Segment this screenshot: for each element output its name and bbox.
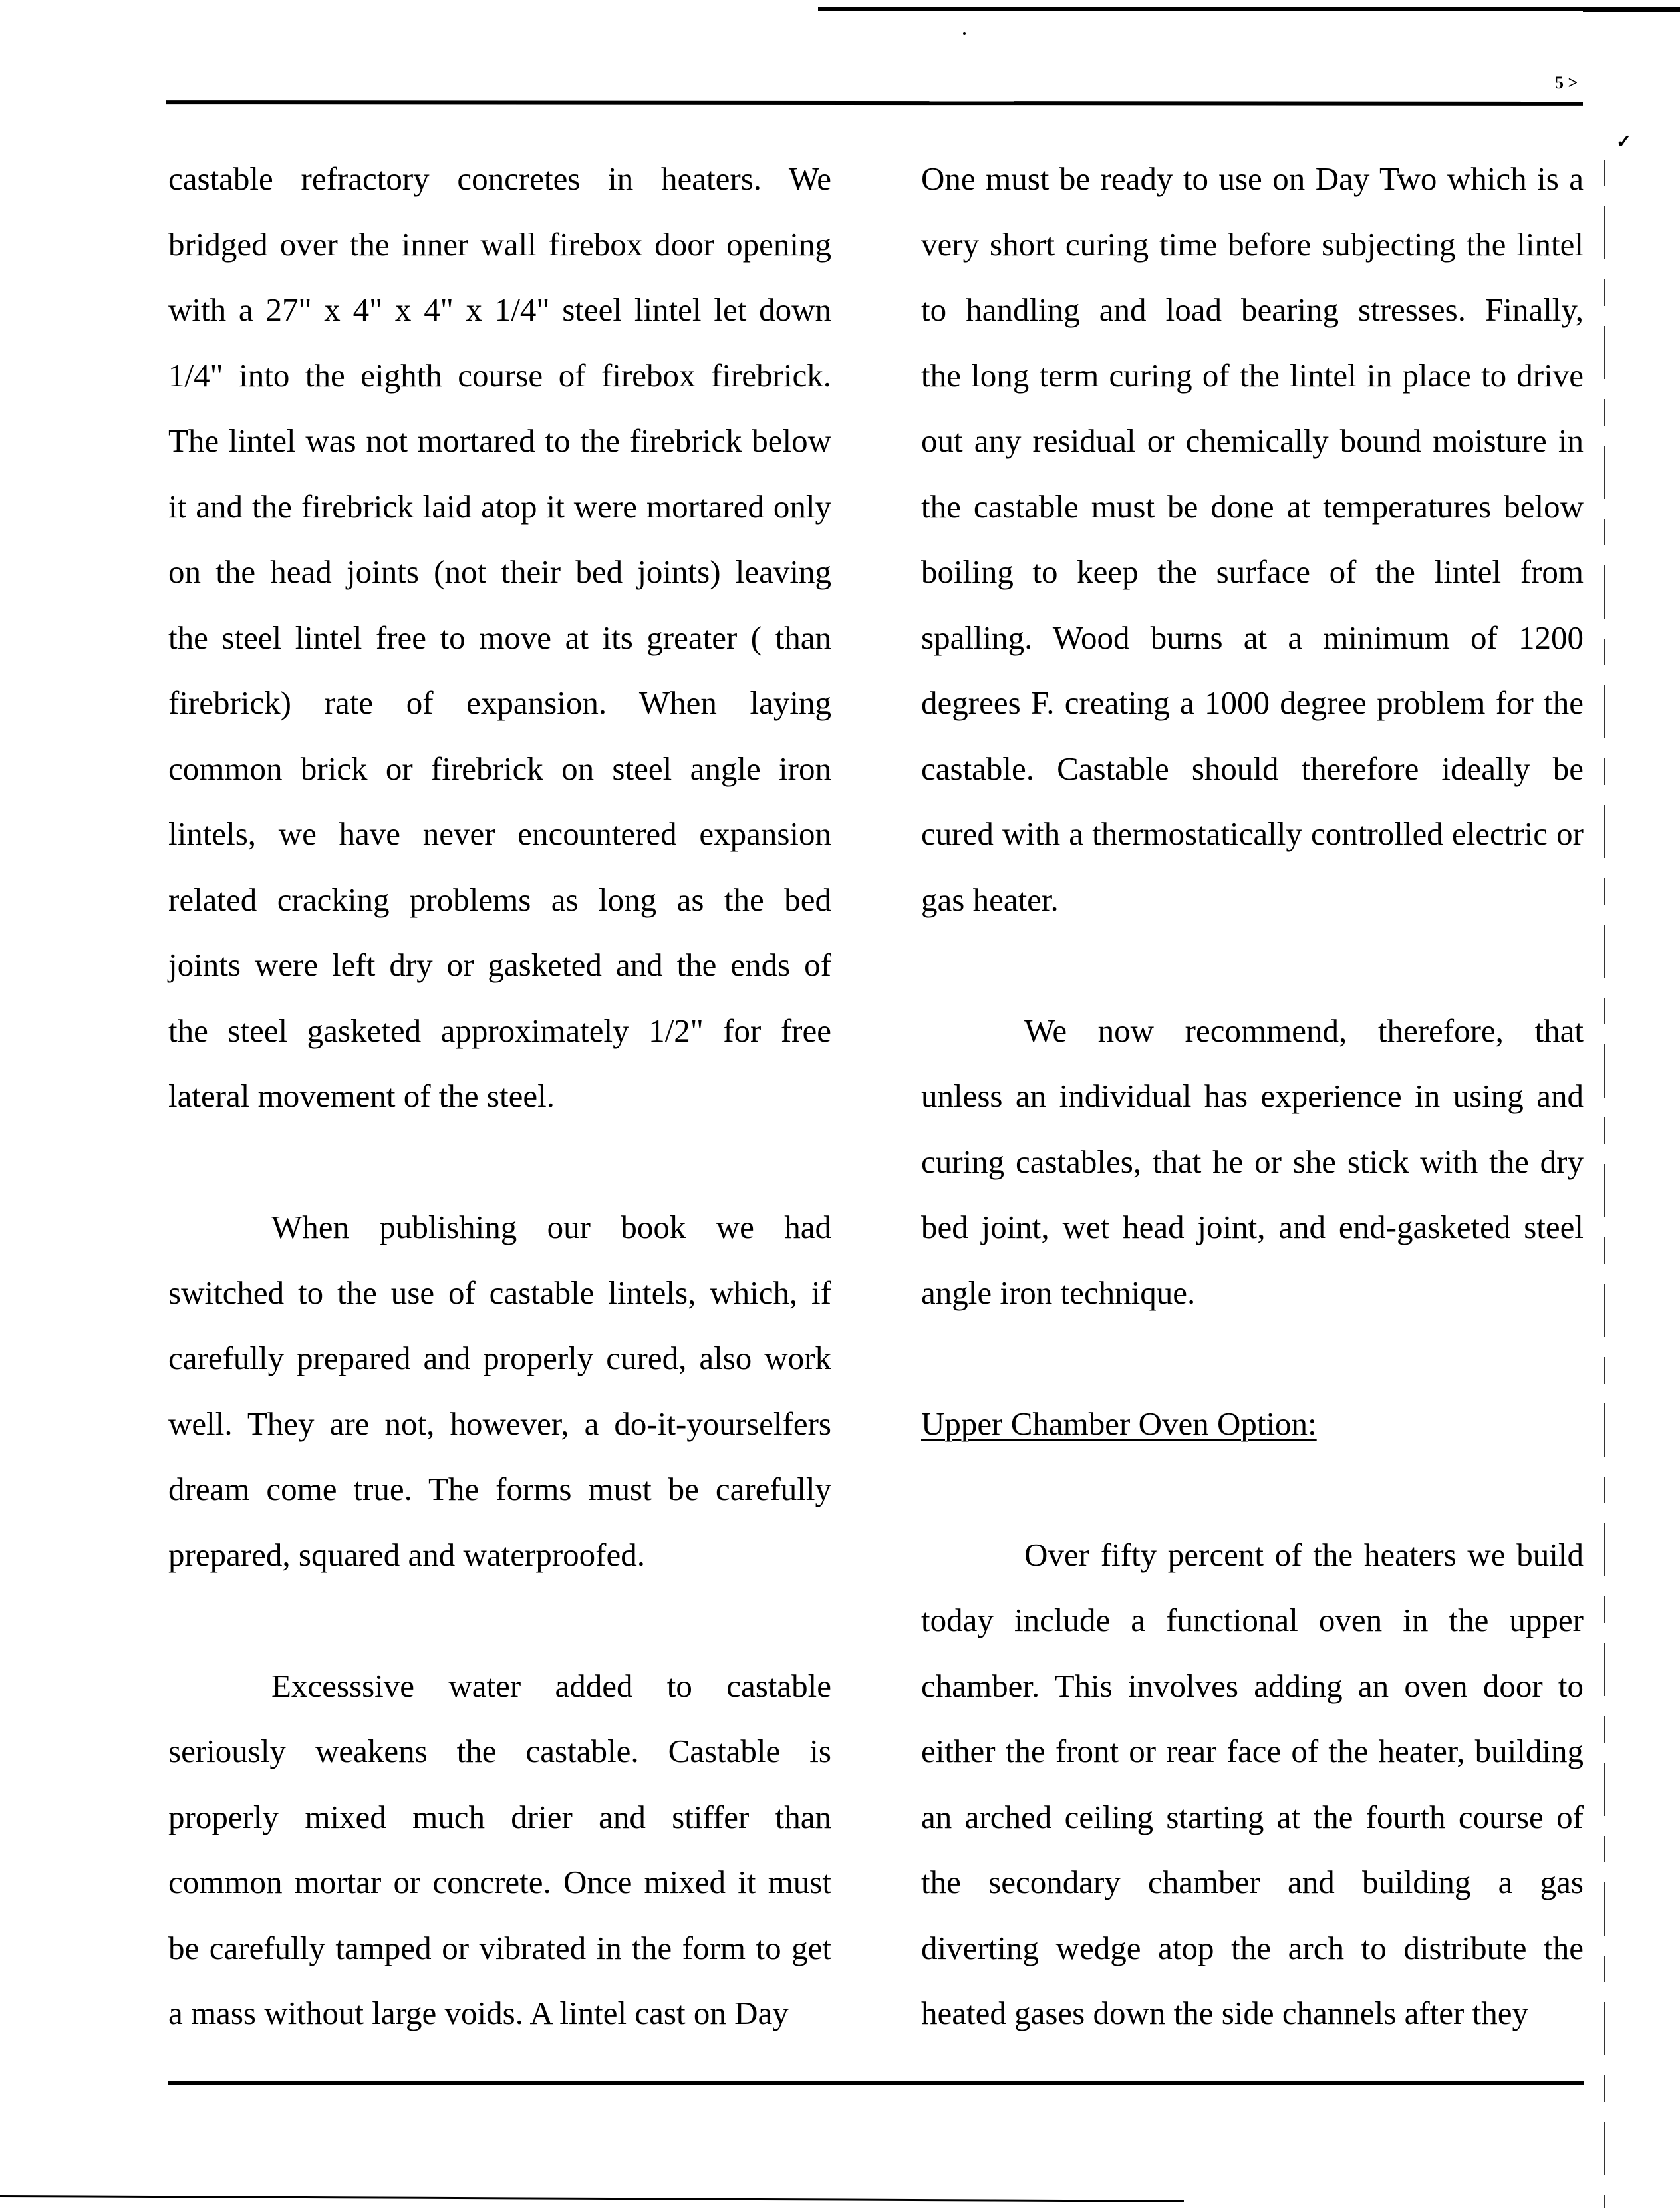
footer-rule — [168, 2081, 1584, 2085]
text-line: the long term curing of the lintel in place to drive — [921, 357, 1584, 394]
text-line: to handling and load bearing stresses. Finally, — [921, 291, 1584, 328]
text-line: angle iron technique. — [921, 1274, 1196, 1311]
text-line: castable. Castable should therefore ideally be — [921, 750, 1584, 787]
text-line: on the head joints (not their bed joints) leaving — [168, 553, 831, 590]
text-line: dream come true. The forms must be carefully — [168, 1471, 831, 1507]
text-line: common brick or firebrick on steel angle iron — [168, 750, 831, 787]
text-line: very short curing time before subjecting the lintel — [921, 225, 1584, 263]
paragraph — [921, 1523, 1584, 2047]
text-line: with a 27" x 4" x 4" x 1/4" steel lintel let down — [168, 291, 831, 328]
paragraph — [168, 146, 831, 1129]
text-line: diverting wedge atop the arch to distribute the — [921, 1929, 1584, 1966]
text-line: boiling to keep the surface of the lintel from — [921, 553, 1584, 590]
text-line: joints were left dry or gasketed and the ends of — [168, 947, 831, 983]
text-line: the steel lintel free to move at its greater ( than — [168, 619, 831, 656]
paragraph-gap — [168, 1129, 831, 1195]
text-line: spalling. Wood burns at a minimum of 1200 — [921, 619, 1584, 656]
text-line: an arched ceiling starting at the fourth course of — [921, 1798, 1584, 1835]
text-line: carefully prepared and properly cured, also work — [168, 1340, 831, 1376]
text-line: lateral movement of the steel. — [168, 1078, 555, 1114]
text-line: seriously weakens the castable. Castable is — [168, 1733, 831, 1769]
scan-edge-line — [818, 7, 1680, 11]
paragraph — [921, 146, 1584, 933]
right-column — [921, 146, 1584, 2047]
text-line: The lintel was not mortared to the firebrick below — [168, 422, 831, 459]
text-line: switched to the use of castable lintels, which, if — [168, 1274, 831, 1311]
paragraph — [168, 1654, 831, 2047]
text-line: Over fifty percent of the heaters we build — [1024, 1536, 1584, 1573]
text-line: bridged over the inner wall firebox door opening — [168, 225, 831, 263]
text-line: properly mixed much drier and stiffer than — [168, 1798, 831, 1835]
text-line: cured with a thermostatically controlled electric or — [921, 815, 1584, 852]
text-line: curing castables, that he or she stick with the dry — [921, 1143, 1584, 1180]
scan-right-edge — [1604, 160, 1605, 2208]
text-line: a mass without large voids. A lintel cast on Day — [168, 1995, 789, 2031]
paragraph — [168, 1195, 831, 1588]
text-line: it and the firebrick laid atop it were mortared only — [168, 488, 831, 525]
text-line: the castable must be done at temperatures below — [921, 488, 1584, 525]
text-line: gas heater. — [921, 881, 1059, 918]
text-line: common mortar or concrete. Once mixed it must — [168, 1864, 831, 1900]
paragraph-gap — [168, 1588, 831, 1654]
text-line: related cracking problems as long as the bed — [168, 881, 831, 918]
text-line: One must be ready to use on Day Two which is a — [921, 160, 1584, 197]
text-line: We now recommend, therefore, that — [1024, 1012, 1584, 1049]
text-line: When publishing our book we had — [271, 1209, 831, 1245]
page-number-mark: 5 > — [1555, 73, 1578, 92]
text-line: today include a functional oven in the upper — [921, 1602, 1584, 1638]
paragraph-gap — [921, 933, 1584, 998]
text-line: Excesssive water added to castable — [271, 1667, 831, 1704]
text-line: lintels, we have never encountered expansion — [168, 815, 831, 852]
text-line: the steel gasketed approximately 1/2" for free — [168, 1012, 831, 1049]
scan-speck — [963, 32, 966, 35]
header-rule — [166, 100, 1583, 106]
text-line: 1/4" into the eighth course of firebox firebrick. — [168, 357, 831, 394]
text-line: be carefully tamped or vibrated in the form to get — [168, 1929, 831, 1966]
text-line: degrees F. creating a 1000 degree problem for the — [921, 684, 1584, 721]
text-line: well. They are not, however, a do-it-yourselfers — [168, 1405, 831, 1442]
left-column — [168, 146, 831, 2047]
text-line: firebrick) rate of expansion. When laying — [168, 684, 831, 721]
text-line: unless an individual has experience in using and — [921, 1078, 1584, 1114]
margin-check-icon: ✓ — [1616, 132, 1632, 152]
paragraph-gap — [921, 1326, 1584, 1392]
scan-edge-line — [1583, 9, 1680, 12]
text-line: the secondary chamber and building a gas — [921, 1864, 1584, 1900]
text-line: prepared, squared and waterproofed. — [168, 1536, 645, 1573]
text-line: heated gases down the side channels after they — [921, 1995, 1528, 2031]
text-line: out any residual or chemically bound moisture in — [921, 422, 1584, 459]
text-line: castable refractory concretes in heaters. We — [168, 160, 831, 197]
text-line: chamber. This involves adding an oven door to — [921, 1667, 1584, 1704]
scan-edge-line — [0, 2195, 1184, 2202]
text-line: bed joint, wet head joint, and end-gasketed steel — [921, 1209, 1584, 1245]
paragraph — [921, 998, 1584, 1326]
paragraph-gap — [921, 1457, 1584, 1523]
text-line: either the front or rear face of the heater, building — [921, 1733, 1584, 1769]
section-heading: Upper Chamber Oven Option: — [921, 1405, 1317, 1442]
